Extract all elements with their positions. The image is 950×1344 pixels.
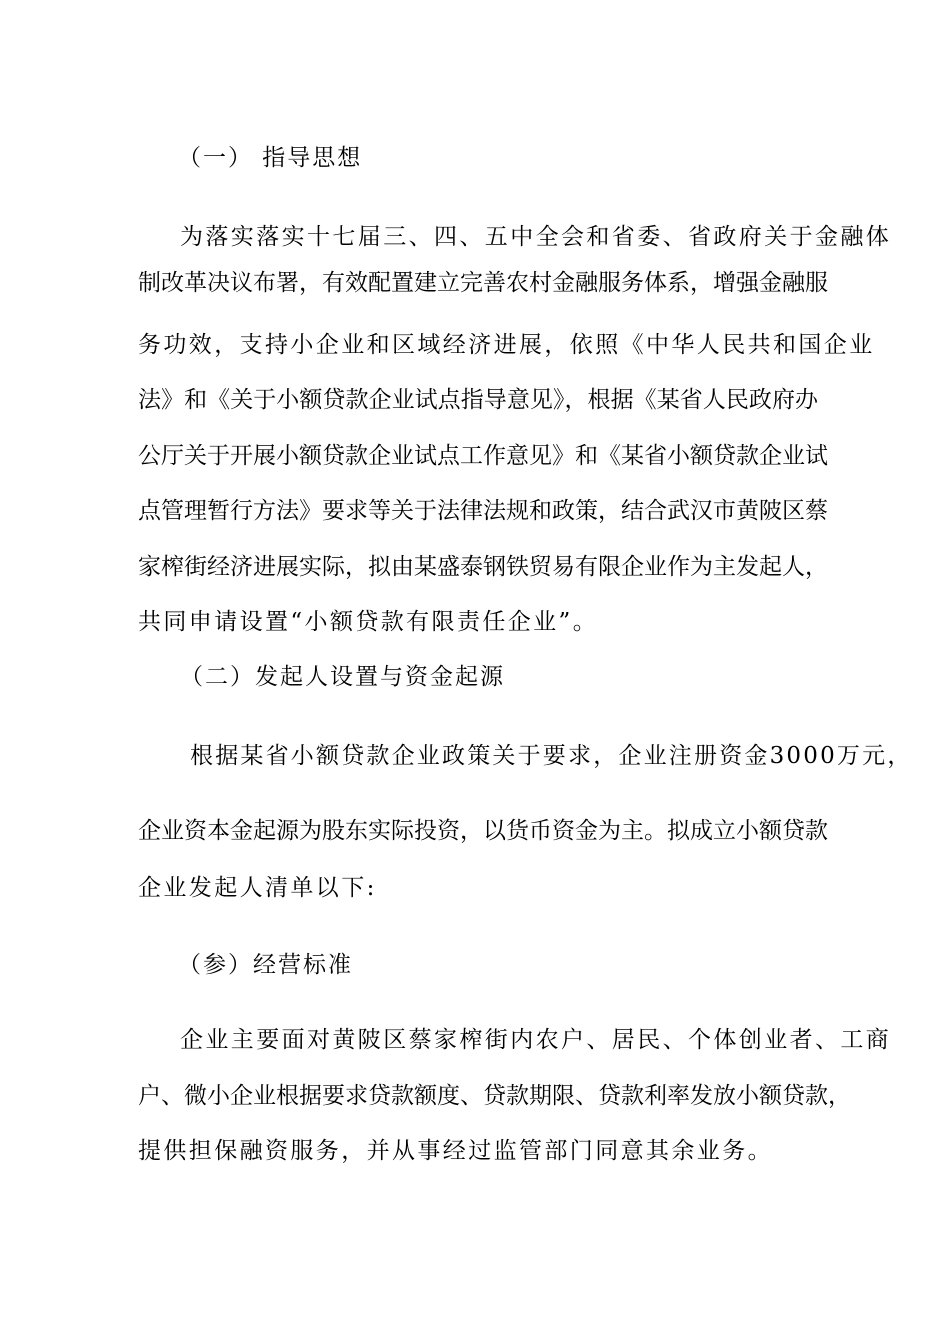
paragraph-line: 为落实落实十七届三、四、五中全会和省委、省政府关于金融体 (180, 224, 892, 250)
section-heading-guiding-ideology: （一） 指导思想 (178, 145, 363, 171)
paragraph-line: 制改革决议布署，有效配置建立完善农村金融服务体系，增强金融服 (138, 270, 828, 296)
paragraph-line: 公厅关于开展小额贷款企业试点工作意见》和《某省小额贷款企业试 (138, 443, 828, 469)
paragraph-line: 企业主要面对黄陂区蔡家榨街内农户、居民、个体创业者、工商 (180, 1027, 892, 1053)
paragraph-line: 务功效，支持小企业和区域经济进展，依照《中华人民共和国企业 (138, 332, 875, 358)
paragraph-line: 根据某省小额贷款企业政策关于要求，企业注册资金3000万元， (190, 743, 913, 769)
paragraph-line: 户、微小企业根据要求贷款额度、贷款期限、贷款利率发放小额贷款， (138, 1083, 851, 1109)
paragraph-line: 点管理暂行方法》要求等关于法律法规和政策，结合武汉市黄陂区蔡 (138, 498, 828, 524)
paragraph-line: 共同申请设置“小额贷款有限责任企业”。 (138, 609, 599, 635)
paragraph-line: 提供担保融资服务，并从事经过监管部门同意其余业务。 (138, 1138, 773, 1164)
paragraph-line: 家榨街经济进展实际，拟由某盛泰钢铁贸易有限企业作为主发起人， (138, 554, 828, 580)
section-heading-initiators-and-capital: （二）发起人设置与资金起源 (180, 664, 505, 690)
paragraph-line: 企业资本金起源为股东实际投资，以货币资金为主。拟成立小额贷款 (138, 818, 828, 844)
paragraph-line: 法》和《关于小额贷款企业试点指导意见》，根据《某省人民政府办 (138, 387, 818, 413)
paragraph-line: 企业发起人清单以下: (138, 875, 377, 901)
section-heading-business-standards: （参）经营标准 (178, 952, 353, 978)
